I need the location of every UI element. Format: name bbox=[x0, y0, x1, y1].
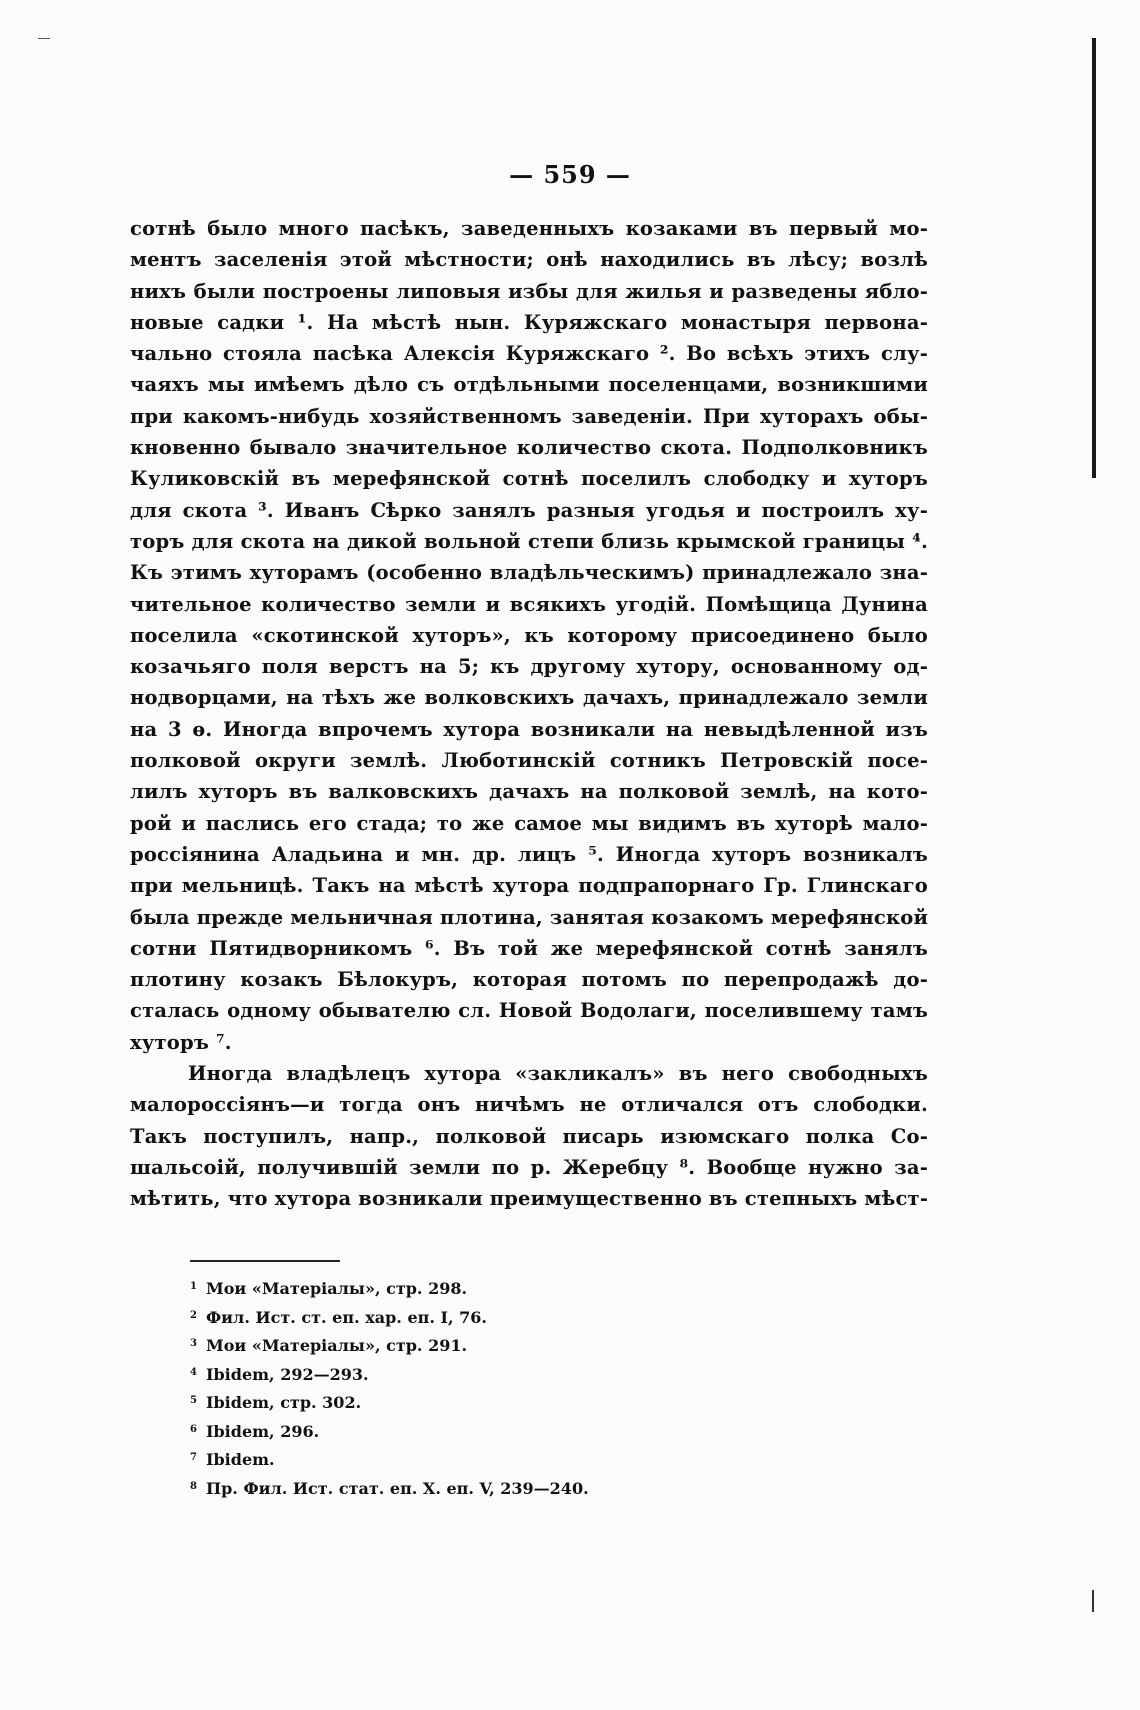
footnote bbox=[190, 1417, 890, 1446]
text-line: поселила «скотинской хуторъ», къ которому присоединено было bbox=[130, 623, 928, 647]
footnote bbox=[190, 1388, 890, 1417]
text-line: на 3 ѳ. Иногда впрочемъ хутора возникали на невыдѣленной изъ bbox=[130, 717, 928, 741]
footnote-text: Ibidem. bbox=[206, 1450, 275, 1469]
text-line: нодворцами, на тѣхъ же волковскихъ дачахъ, принадлежало земли bbox=[130, 686, 928, 710]
footnote-number: 2 bbox=[190, 1309, 197, 1321]
text-line: мѣтить, что хутора возникали преимущественно въ степныхъ мѣст- bbox=[130, 1187, 929, 1211]
text-line: при какомъ-нибудь хозяйственномъ заведеніи. При хуторахъ обы- bbox=[130, 404, 928, 428]
footnote-text: Мои «Матеріалы», стр. 291. bbox=[206, 1336, 468, 1355]
footnote-number: 3 bbox=[190, 1338, 197, 1349]
text-line: Иногда владѣлецъ хутора «закликалъ» въ него свободныхъ bbox=[188, 1062, 928, 1086]
text-line: сталась одному обывателю сл. Новой Водолаги, поселившему тамъ bbox=[130, 999, 928, 1023]
page-number: — 559 — bbox=[509, 160, 631, 189]
footnote bbox=[190, 1474, 890, 1503]
footnote-number: 1 bbox=[190, 1281, 197, 1292]
text-line: плотину козакъ Бѣлокуръ, которая потомъ по перепродажѣ до- bbox=[130, 968, 928, 992]
footnote bbox=[190, 1303, 890, 1332]
binding-edge-rule bbox=[1092, 38, 1096, 478]
text-line: Такъ поступилъ, напр., полковой писарь изюмскаго полка Со- bbox=[130, 1124, 928, 1148]
body-text bbox=[130, 213, 928, 1215]
text-line: Куликовскій въ мерефянской сотнѣ поселилъ слободку и хуторъ bbox=[130, 467, 928, 491]
footnote-number: 5 bbox=[190, 1395, 197, 1406]
text-line: россіянина Аладьина и мн. др. лицъ ⁵. Иногда хуторъ возникалъ bbox=[130, 842, 928, 866]
text-line: хуторъ ⁷. bbox=[130, 1030, 232, 1054]
footnote bbox=[190, 1360, 890, 1389]
footnote-text: Фил. Ист. ст. еп. хар. еп. I, 76. bbox=[206, 1307, 487, 1327]
text-line: при мельницѣ. Такъ на мѣстѣ хутора подпрапорнаго Гр. Глинскаго bbox=[130, 874, 928, 898]
text-line: сотни Пятидворникомъ ⁶. Въ той же мерефянской сотнѣ занялъ bbox=[130, 936, 928, 960]
footnote-divider bbox=[190, 1260, 340, 1262]
text-line: шальсоій, получившій земли по р. Жеребцу ⁸. Вообще нужно за- bbox=[130, 1155, 928, 1179]
text-line: ментъ заселенія этой мѣстности; онѣ находились въ лѣсу; возлѣ bbox=[130, 248, 928, 272]
text-line: Къ этимъ хуторамъ (особенно владѣльческимъ) принадлежало зна- bbox=[130, 561, 928, 585]
paragraph-2 bbox=[130, 1058, 928, 1214]
text-line: нихъ были построены липовыя избы для жилья и разведены ябло- bbox=[130, 279, 928, 303]
text-line: рой и паслись его стада; то же самое мы видимъ въ хуторѣ мало- bbox=[130, 811, 928, 835]
footnote bbox=[190, 1445, 890, 1474]
footnote-text: Ibidem, стр. 302. bbox=[206, 1393, 362, 1412]
text-line: козачьяго поля верстъ на 5; къ другому хутору, основанному од- bbox=[130, 655, 928, 679]
text-line: сотнѣ было много пасѣкъ, заведенныхъ козаками въ первый мо- bbox=[130, 217, 928, 240]
footnote-number: 4 bbox=[190, 1366, 197, 1378]
footnote-number: 8 bbox=[190, 1480, 197, 1492]
footnote-text: Мои «Матеріалы», стр. 298. bbox=[206, 1279, 468, 1298]
footnote bbox=[190, 1274, 890, 1303]
text-line: полковой округи землѣ. Люботинскій сотникъ Петровскій посе- bbox=[130, 749, 928, 773]
text-line: чаяхъ мы имѣемъ дѣло съ отдѣльными поселенцами, возникшими bbox=[130, 373, 928, 397]
text-line: чально стояла пасѣка Алексія Куряжскаго ². Во всѣхъ этихъ слу- bbox=[130, 342, 928, 366]
scan-corner-mark bbox=[38, 38, 50, 39]
footnote-number: 7 bbox=[190, 1452, 197, 1463]
footnotes bbox=[190, 1274, 890, 1502]
footnote-text: Пр. Фил. Ист. стат. еп. X. еп. V, 239—240. bbox=[206, 1478, 589, 1498]
binding-edge-tick bbox=[1092, 1590, 1094, 1612]
text-line: чительное количество земли и всякихъ угодій. Помѣщица Дунина bbox=[130, 592, 928, 616]
footnote bbox=[190, 1331, 890, 1360]
text-line: была прежде мельничная плотина, занятая козакомъ мерефянской bbox=[130, 905, 929, 929]
footnote-text: Ibidem, 296. bbox=[206, 1421, 320, 1441]
text-line: торъ для скота на дикой вольной степи близь крымской границы ⁴. bbox=[130, 529, 928, 553]
text-line: для скота ³. Иванъ Сѣрко занялъ разныя угодья и построилъ ху- bbox=[130, 498, 928, 522]
text-line: кновенно бывало значительное количество скота. Подполковникъ bbox=[130, 436, 928, 460]
footnote-text: Ibidem, 292—293. bbox=[206, 1364, 369, 1384]
text-line: малороссіянъ—и тогда онъ ничѣмъ не отличался отъ слободки. bbox=[130, 1093, 928, 1117]
text-line: лилъ хуторъ въ валковскихъ дачахъ на полковой землѣ, на кото- bbox=[130, 780, 928, 804]
text-line: новые садки ¹. На мѣстѣ нын. Куряжскаго монастыря первона- bbox=[130, 310, 928, 334]
paragraph-1 bbox=[130, 213, 928, 1058]
footnote-number: 6 bbox=[190, 1423, 197, 1435]
